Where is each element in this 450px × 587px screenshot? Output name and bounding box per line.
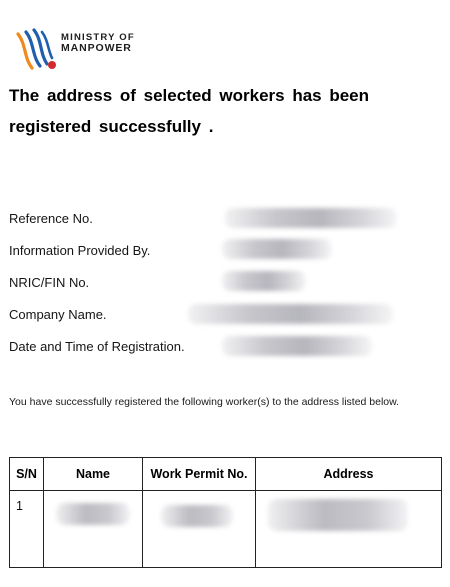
table-header-row bbox=[10, 458, 442, 491]
column-header-sn: S/N bbox=[10, 458, 44, 491]
reference-no-value-redacted bbox=[225, 208, 397, 228]
nric-fin-value-redacted bbox=[222, 271, 306, 291]
mom-logo-icon bbox=[12, 24, 58, 72]
registration-datetime-label: Date and Time of Registration. bbox=[9, 339, 185, 354]
company-name-value-redacted bbox=[188, 304, 393, 324]
registration-datetime-value-redacted bbox=[222, 336, 372, 356]
table-row bbox=[10, 491, 442, 568]
address-cell bbox=[256, 491, 442, 568]
mom-logo bbox=[12, 24, 152, 74]
column-header-work-permit: Work Permit No. bbox=[143, 458, 256, 491]
workers-table bbox=[9, 457, 442, 568]
column-header-name: Name bbox=[44, 458, 143, 491]
logo-text-line1: MINISTRY OF bbox=[61, 32, 135, 43]
nric-fin-label: NRIC/FIN No. bbox=[9, 275, 90, 290]
information-provided-by-label: Information Provided By. bbox=[9, 243, 151, 258]
name-cell bbox=[44, 491, 143, 568]
work-permit-value-redacted bbox=[161, 505, 233, 527]
sn-cell: 1 bbox=[10, 491, 44, 568]
company-name-label: Company Name. bbox=[9, 307, 107, 322]
information-provided-by-value-redacted bbox=[222, 239, 332, 259]
name-value-redacted bbox=[56, 503, 130, 525]
reference-no-label: Reference No. bbox=[9, 211, 93, 226]
column-header-address: Address bbox=[256, 458, 442, 491]
work-permit-cell bbox=[143, 491, 256, 568]
address-value-redacted bbox=[268, 499, 408, 531]
success-note: You have successfully registered the following worker(s) to the address listed below. bbox=[9, 396, 400, 408]
logo-text-line2: MANPOWER bbox=[61, 42, 132, 54]
page-title: The address of selected workers has been registered successfully . bbox=[9, 86, 370, 136]
